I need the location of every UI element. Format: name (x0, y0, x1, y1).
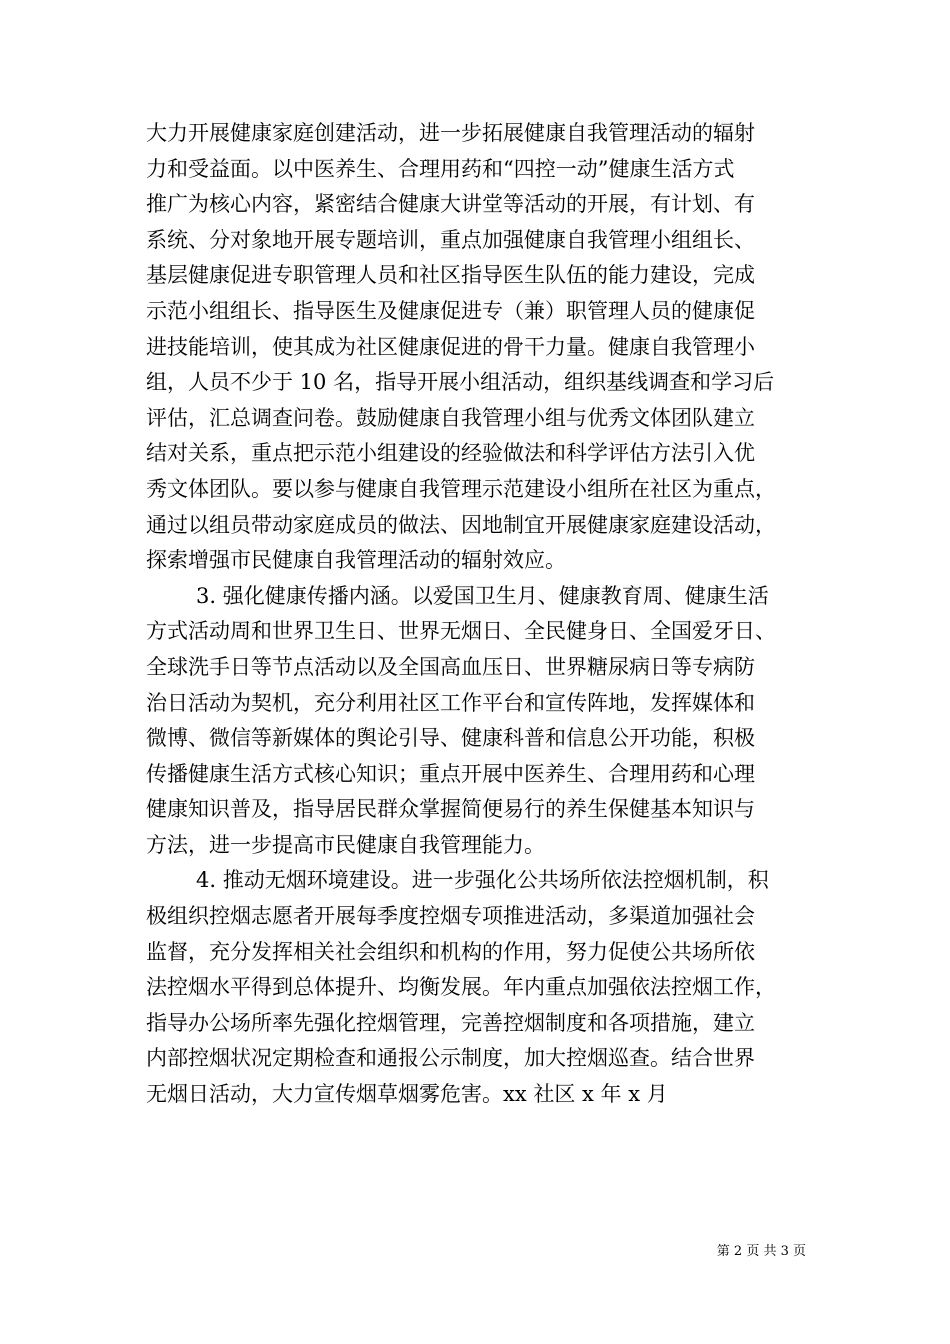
text-line: 系统、分对象地开展专题培训，重点加强健康自我管理小组组长、 (146, 227, 755, 252)
text-line: 方式活动周和世界卫生日、世界无烟日、全民健身日、全国爱牙日、 (146, 619, 776, 644)
text-line: 治日活动为契机，充分利用社区工作平台和宣传阵地，发挥媒体和 (146, 690, 755, 715)
text-line: 通过以组员带动家庭成员的做法、因地制宜开展健康家庭建设活动， (146, 512, 776, 537)
text-line: 力和受益面。以中医养生、合理用药和“四控一动”健康生活方式 (146, 156, 735, 181)
text-line: 无烟日活动，大力宣传烟草烟雾危害。xx 社区 x 年 x 月 (146, 1082, 668, 1107)
section-heading-line: 4. 推动无烟环境建设。进一步强化公共场所依法控烟机制，积 (196, 868, 769, 893)
text-line: 方法，进一步提高市民健康自我管理能力。 (146, 832, 545, 857)
section-heading-line: 3. 强化健康传播内涵。以爱国卫生月、健康教育周、健康生活 (196, 583, 769, 608)
text-line: 全球洗手日等节点活动以及全国高血压日、世界糖尿病日等专病防 (146, 654, 755, 679)
text-line: 大力开展健康家庭创建活动，进一步拓展健康自我管理活动的辐射 (146, 121, 755, 145)
text-line: 评估，汇总调查问卷。鼓励健康自我管理小组与优秀文体团队建立 (146, 405, 755, 430)
text-line: 法控烟水平得到总体提升、均衡发展。年内重点加强依法控烟工作， (146, 975, 776, 1000)
text-line: 推广为核心内容，紧密结合健康大讲堂等活动的开展，有计划、有 (146, 192, 755, 217)
text-line: 健康知识普及，指导居民群众掌握简便易行的养生保健基本知识与 (146, 797, 755, 822)
text-line: 示范小组组长、指导医生及健康促进专（兼）职管理人员的健康促 (146, 298, 755, 323)
text-line: 极组织控烟志愿者开展每季度控烟专项推进活动，多渠道加强社会 (146, 904, 755, 929)
text-line: 基层健康促进专职管理人员和社区指导医生队伍的能力建设，完成 (146, 263, 755, 288)
text-line: 微博、微信等新媒体的舆论引导、健康科普和信息公开功能，积极 (146, 726, 755, 751)
text-line: 结对关系，重点把示范小组建设的经验做法和科学评估方法引入优 (146, 441, 755, 466)
text-line: 进技能培训，使其成为社区健康促进的骨干力量。健康自我管理小 (146, 334, 755, 359)
text-line: 监督，充分发挥相关社会组织和机构的作用，努力促使公共场所依 (146, 939, 755, 964)
text-line: 传播健康生活方式核心知识；重点开展中医养生、合理用药和心理 (146, 761, 755, 786)
document-body (146, 116, 816, 1113)
page-number: 第 2 页 共 3 页 (716, 1244, 806, 1259)
text-line: 内部控烟状况定期检查和通报公示制度，加大控烟巡查。结合世界 (146, 1046, 755, 1071)
text-line: 探索增强市民健康自我管理活动的辐射效应。 (146, 548, 566, 573)
text-line: 秀文体团队。要以参与健康自我管理示范建设小组所在社区为重点， (146, 476, 776, 501)
text-line: 组，人员不少于 10 名，指导开展小组活动，组织基线调查和学习后 (146, 370, 775, 395)
text-line: 指导办公场所率先强化控烟管理，完善控烟制度和各项措施，建立 (146, 1010, 755, 1035)
